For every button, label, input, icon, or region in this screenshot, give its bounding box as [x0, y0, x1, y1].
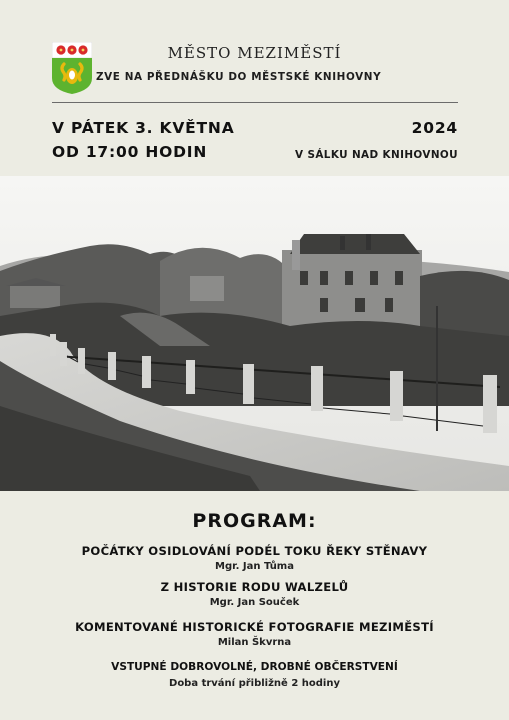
- entry-note: VSTUPNÉ DOBROVOLNÉ, DROBNÉ OBČERSTVENÍ: [111, 661, 398, 673]
- event-date: V PÁTEK 3. KVĚTNA: [52, 119, 235, 137]
- invitation-line: ZVE NA PŘEDNÁŠKU DO MĚSTSKÉ KNIHOVNY: [96, 71, 382, 83]
- talk-title: Z HISTORIE RODU WALZELŮ: [160, 580, 349, 594]
- program-heading: PROGRAM:: [192, 510, 317, 532]
- talk-title: POČÁTKY OSIDLOVÁNÍ PODÉL TOKU ŘEKY STĚNAVY: [81, 544, 428, 558]
- talk-speaker: Milan Škvrna: [217, 637, 292, 648]
- event-venue: V SÁLKU NAD KNIHOVNOU: [295, 149, 458, 161]
- talk-speaker: Mgr. Jan Souček: [209, 597, 300, 608]
- program-item: [0, 620, 509, 648]
- program-item: [0, 544, 509, 572]
- footer-info: [0, 661, 509, 689]
- town-name: MĚSTO MEZIMĚSTÍ: [167, 44, 342, 62]
- event-time: OD 17:00 HODIN: [52, 143, 208, 161]
- event-year: 2024: [411, 119, 458, 137]
- header-divider: [52, 102, 458, 103]
- program-item: [0, 580, 509, 608]
- talk-speaker: Mgr. Jan Tůma: [215, 561, 294, 572]
- historic-photograph: [0, 176, 509, 491]
- duration-note: Doba trvání přibližně 2 hodiny: [169, 678, 340, 689]
- talk-title: KOMENTOVANÉ HISTORICKÉ FOTOGRAFIE MEZIMĚSTÍ: [75, 620, 434, 634]
